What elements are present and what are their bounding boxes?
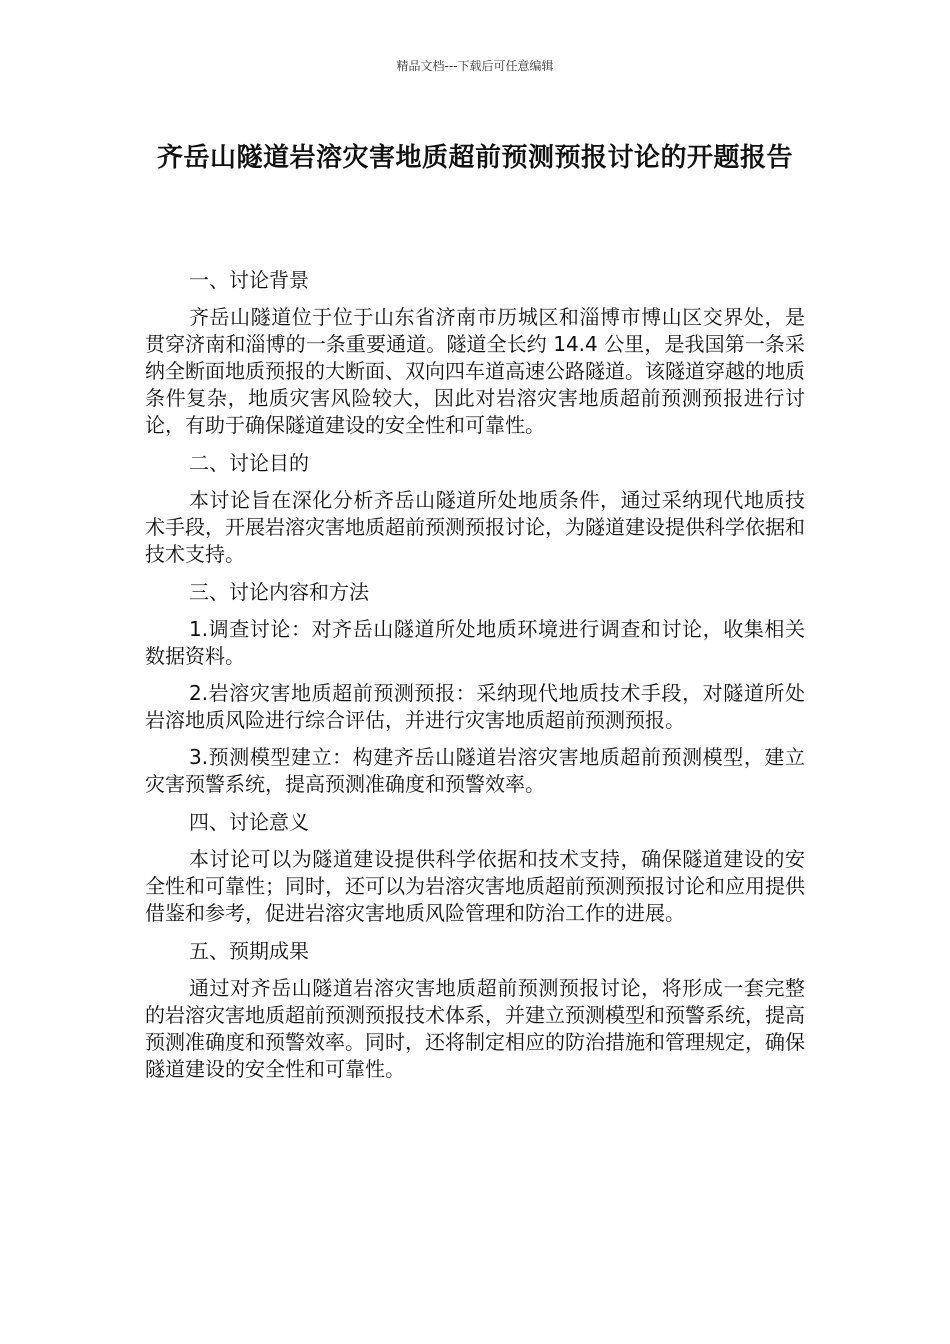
method-item-1: 1.调查讨论：对齐岳山隧道所处地质环境进行调查和讨论，收集相关数据资料。 [145, 617, 805, 668]
section-heading-significance: 四、讨论意义 [189, 810, 309, 834]
document-title: 齐岳山隧道岩溶灾害地质超前预测预报讨论的开题报告 [156, 143, 793, 173]
purpose-paragraph: 本讨论旨在深化分析齐岳山隧道所处地质条件，通过采纳现代地质技术手段，开展岩溶灾害地质超前预测预报讨论，为隧道建设提供科学依据和技术支持。 [145, 488, 805, 566]
section-heading-expected-results: 五、预期成果 [189, 939, 309, 963]
method-item-3: 3.预测模型建立：构建齐岳山隧道岩溶灾害地质超前预测模型，建立灾害预警系统，提高预测准确度和预警效率。 [145, 745, 805, 796]
section-heading-content-methods: 三、讨论内容和方法 [189, 580, 369, 604]
section-heading-background: 一、讨论背景 [189, 268, 309, 292]
significance-paragraph: 本讨论可以为隧道建设提供科学依据和技术支持，确保隧道建设的安全性和可靠性；同时，还可以为岩溶灾害地质超前预测预报讨论和应用提供借鉴和参考，促进岩溶灾害地质风险管理和防治工作的进展。 [145, 847, 805, 925]
header-note: 精品文档---下载后可任意编辑 [396, 59, 554, 73]
expected-results-paragraph: 通过对齐岳山隧道岩溶灾害地质超前预测预报讨论，将形成一套完整的岩溶灾害地质超前预测预报技术体系，并建立预测模型和预警系统，提高预测准确度和预警效率。同时，还将制定相应的防治措施和管理规定，确保隧道建设的安全性和可靠性。 [145, 976, 805, 1081]
section-heading-purpose: 二、讨论目的 [189, 451, 309, 475]
background-paragraph: 齐岳山隧道位于位于山东省济南市历城区和淄博市博山区交界处，是贯穿济南和淄博的一条重要通道。隧道全长约 14.4 公里，是我国第一条采纳全断面地质预报的大断面、双向四车道高速公路隧道。该隧道穿越的地质条件复杂，地质灾害风险较大，因此对岩溶灾害地质超前预测预报进行讨论，有助于确保隧道建设的安全性和可靠性。 [145, 305, 805, 437]
document-body [145, 266, 805, 1093]
method-item-2: 2.岩溶灾害地质超前预测预报：采纳现代地质技术手段，对隧道所处岩溶地质风险进行综合评估，并进行灾害地质超前预测预报。 [145, 681, 805, 732]
